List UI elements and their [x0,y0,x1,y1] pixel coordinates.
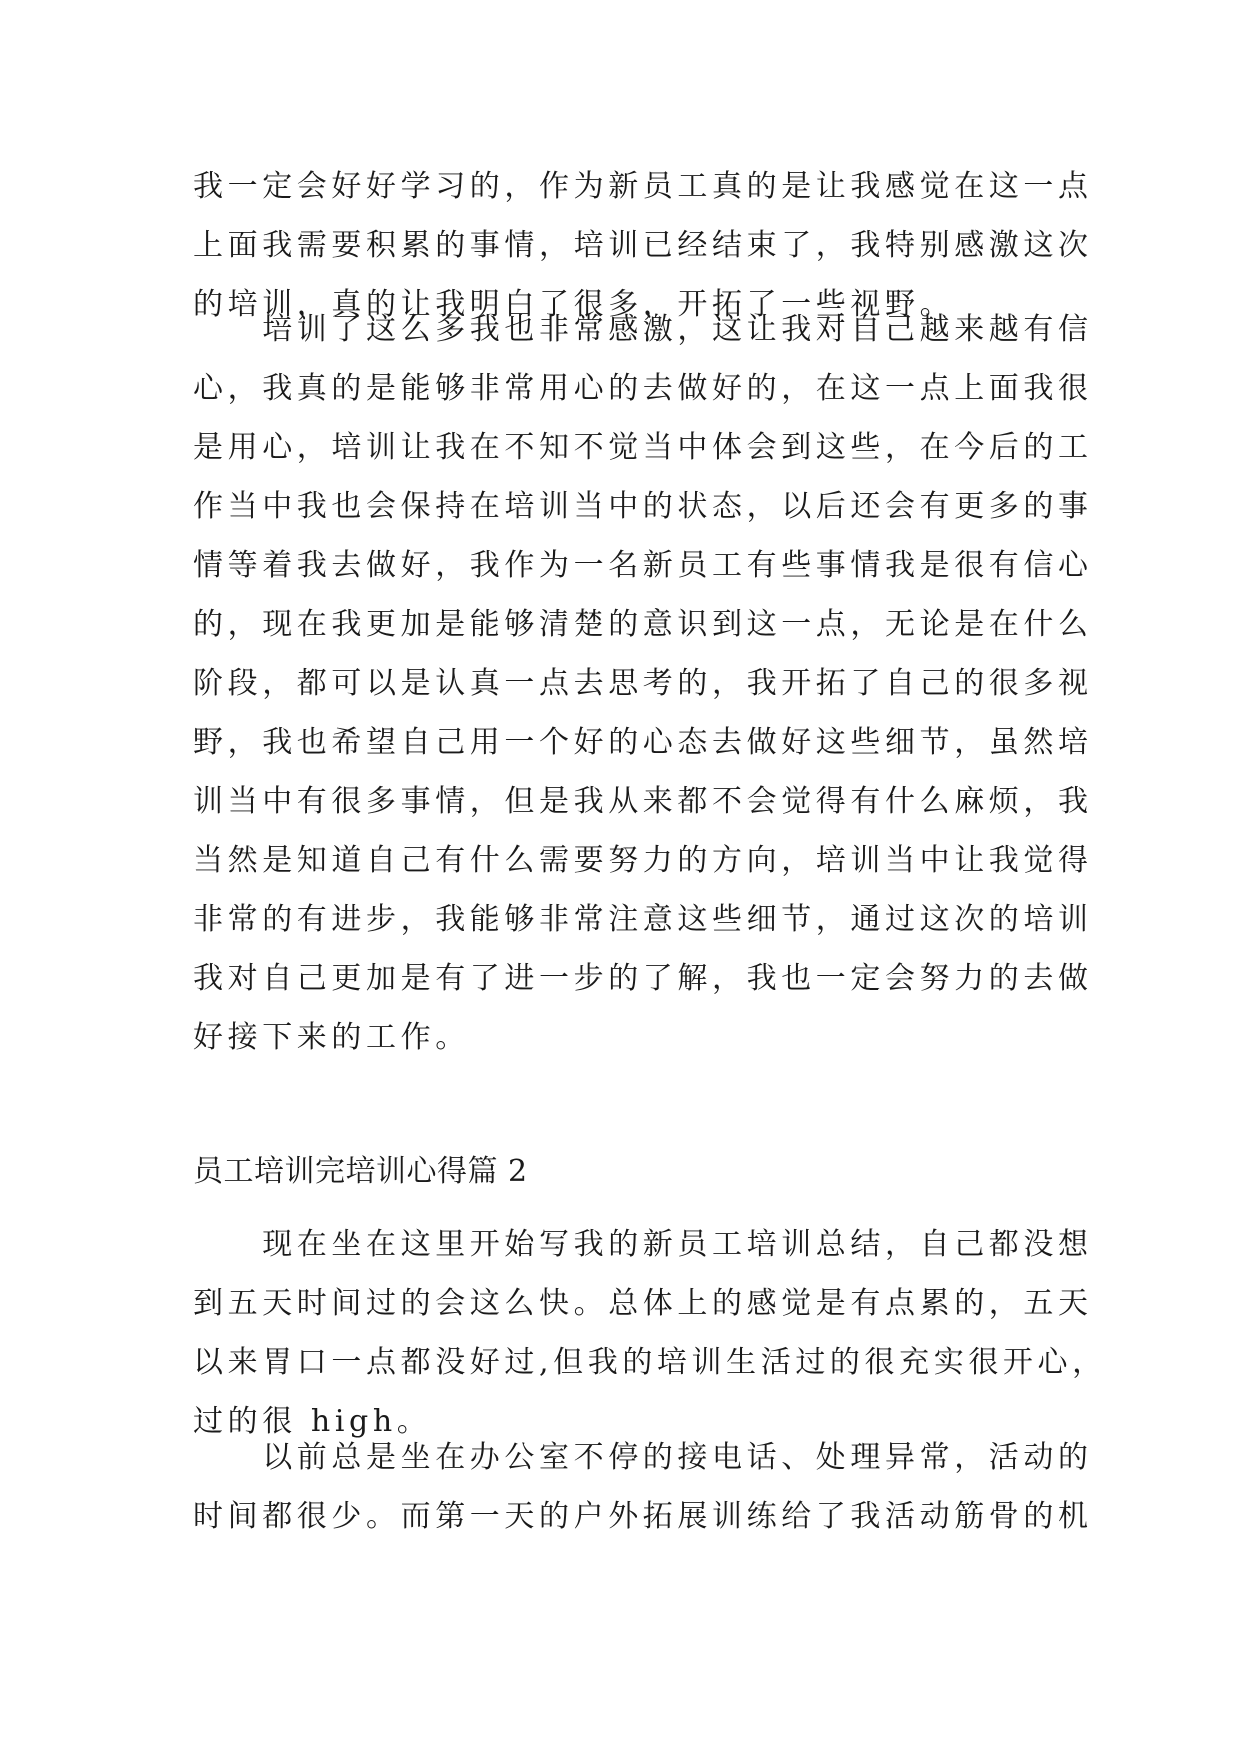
text-line: 阶段，都可以是认真一点去思考的，我开拓了自己的很多视 [193,666,1093,701]
text-line: 好接下来的工作。 [193,1020,470,1055]
text-line: 训当中有很多事情，但是我从来都不会觉得有什么麻烦，我 [193,784,1093,819]
text-line: 的培训，真的让我明白了很多，开拓了一些视野。 [193,287,955,322]
text-line: 过的很 high。 [193,1404,432,1439]
text-line: 的，现在我更加是能够清楚的意识到这一点，无论是在什么 [193,607,1093,642]
text-line: 作当中我也会保持在培训当中的状态，以后还会有更多的事 [193,489,1093,524]
text-line: 现在坐在这里开始写我的新员工培训总结，自己都没想 [193,1227,1093,1262]
text-line: 非常的有进步，我能够非常注意这些细节，通过这次的培训 [193,902,1093,937]
text-line: 培训了这么多我也非常感激，这让我对自己越来越有信 [193,312,1093,347]
paragraph-3 [193,1215,1107,1451]
text-line: 以来胃口一点都没好过,但我的培训生活过的很充实很开心， [193,1345,1107,1380]
paragraph-4 [193,1428,1093,1546]
text-line: 上面我需要积累的事情，培训已经结束了，我特别感激这次 [193,228,1093,263]
text-line: 野，我也希望自己用一个好的心态去做好这些细节，虽然培 [193,725,1093,760]
text-line: 情等着我去做好，我作为一名新员工有些事情我是很有信心 [193,548,1093,583]
text-line: 到五天时间过的会这么快。总体上的感觉是有点累的，五天 [193,1286,1093,1321]
text-line: 我一定会好好学习的，作为新员工真的是让我感觉在这一点 [193,169,1093,204]
section-heading: 员工培训完培训心得篇 2 [193,1154,528,1189]
text-line: 以前总是坐在办公室不停的接电话、处理异常，活动的 [193,1440,1093,1475]
text-line: 心，我真的是能够非常用心的去做好的，在这一点上面我很 [193,371,1093,406]
text-line: 是用心，培训让我在不知不觉当中体会到这些，在今后的工 [193,430,1093,465]
text-line: 我对自己更加是有了进一步的了解，我也一定会努力的去做 [193,961,1093,996]
paragraph-2 [193,300,1093,1067]
text-line: 当然是知道自己有什么需要努力的方向，培训当中让我觉得 [193,843,1093,878]
text-line: 时间都很少。而第一天的户外拓展训练给了我活动筋骨的机 [193,1499,1093,1534]
